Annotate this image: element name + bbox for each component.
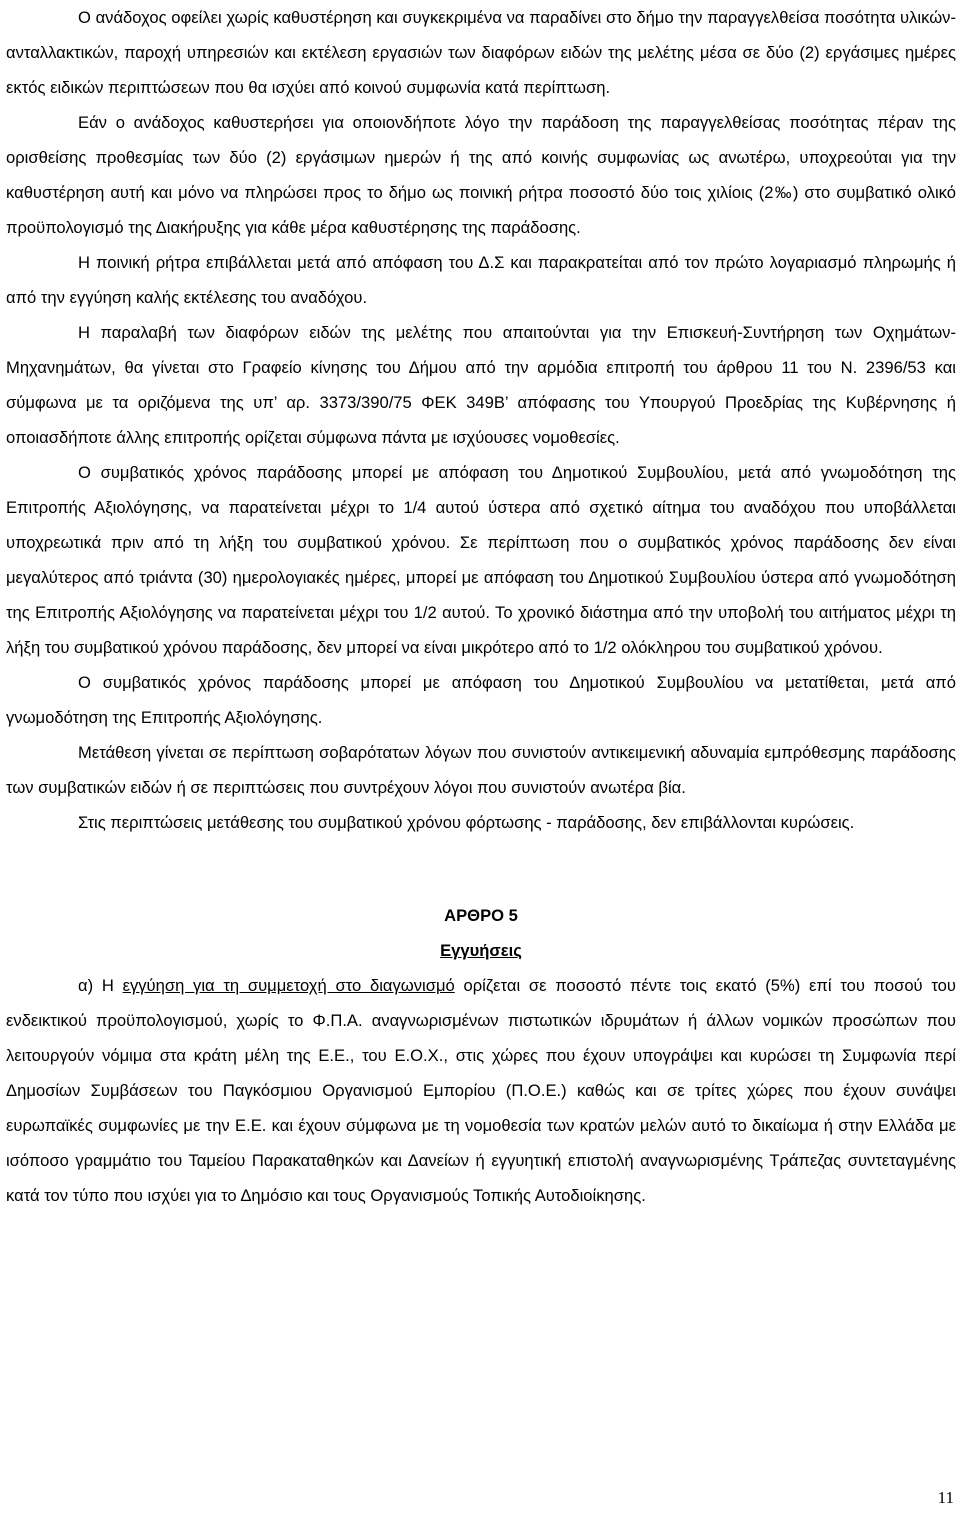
paragraph-delay-penalty: Εάν ο ανάδοχος καθυστερήσει για οποιονδήποτε λόγο την παράδοση της παραγγελθείσας ποσότητας πέραν της ορισθείσης προθεσμίας των δύο (2) εργάσιμων ημερών ή της από κοινής συμφωνίας ως ανωτέρω, υποχρεούται για την καθυστέρηση αυτή και μόνο να πληρώσει προς το δήμο ως ποινική ρήτρα ποσοστό δύο τοις χιλίοις (2‰) στο συμβατικό ολικό προϋπολογισμό της Διακήρυξης για κάθε μέρα καθυστέρησης της παράδοσης. [6, 113, 956, 237]
paragraph-participation-guarantee [6, 968, 956, 1213]
paragraph-postponement-reasons: Μετάθεση γίνεται σε περίπτωση σοβαρότατων λόγων που συνιστούν αντικειμενική αδυναμία εμπρόθεσμης παράδοσης των συμβατικών ειδών ή σε περιπτώσεις που συντρέχουν λόγοι που συνιστούν ανωτέρα βία. [6, 743, 956, 797]
guarantee-underlined-term: εγγύηση για τη συμμετοχή στο διαγωνισμό [122, 976, 455, 995]
article-heading: ΑΡΘΡΟ 5 [444, 906, 518, 925]
paragraph-delivery-obligation: Ο ανάδοχος οφείλει χωρίς καθυστέρηση και συγκεκριμένα να παραδίνει στο δήμο την παραγγελθείσα ποσότητα υλικών-ανταλλακτικών, παροχή υπηρεσιών και εκτέλεση εργασιών των διαφόρων ειδών της μελέτης μέσα σε δύο (2) εργάσιμες ημέρες εκτός ειδικών περιπτώσεων που θα ισχύει από κοινού συμφωνία κατά περίπτωση. [6, 8, 956, 97]
document-body [6, 0, 956, 1213]
paragraph-postponement: Ο συμβατικός χρόνος παράδοσης μπορεί με απόφαση του Δημοτικού Συμβουλίου να μετατίθεται, μετά από γνωμοδότηση της Επιτροπής Αξιολόγησης. [6, 673, 956, 727]
paragraph-penalty-imposition: Η ποινική ρήτρα επιβάλλεται μετά από απόφαση του Δ.Σ και παρακρατείται από τον πρώτο λογαριασμό πληρωμής ή από την εγγύηση καλής εκτέλεσης του αναδόχου. [6, 253, 956, 307]
section-spacer [6, 840, 956, 898]
paragraph-receipt: Η παραλαβή των διαφόρων ειδών της μελέτης που απαιτούνται για την Επισκευή-Συντήρηση των Οχημάτων-Μηχανημάτων, θα γίνεται στο Γραφείο κίνησης του Δήμου από την αρμόδια επιτροπή του άρθρου 11 του Ν. 2396/53 και σύμφωνα με τα οριζόμενα της υπ’ αρ. 3373/390/75 ΦΕΚ 349Β’ απόφασης του Υπουργού Προεδρίας της Κυβέρνησης ή οποιασδήποτε άλλης επιτροπής ορίζεται σύμφωνα πάντα με ισχύουσες νομοθεσίες. [6, 323, 956, 447]
article-subheading: Εγγυήσεις [440, 941, 522, 960]
guarantee-prefix: α) Η [78, 976, 123, 995]
paragraph-extension: Ο συμβατικός χρόνος παράδοσης μπορεί με απόφαση του Δημοτικού Συμβουλίου, μετά από γνωμοδότηση της Επιτροπής Αξιολόγησης, να παρατείνεται μέχρι το 1/4 αυτού ύστερα από σχετικό αίτημα του αναδόχου που υποβάλλεται υποχρεωτικά πριν από τη λήξη του συμβατικού χρόνου. Σε περίπτωση που ο συμβατικός χρόνος παράδοσης δεν είναι μεγαλύτερος από τριάντα (30) ημερολογιακές ημέρες, μπορεί με απόφαση του Δημοτικού Συμβουλίου ύστερα από γνωμοδότηση της Επιτροπής Αξιολόγησης να παρατείνεται μέχρι του 1/2 αυτού. Το χρονικό διάστημα από την υποβολή του αιτήματος μέχρι τη λήξη του συμβατικού χρόνου παράδοσης, δεν μπορεί να είναι μικρότερο από το 1/2 ολόκληρου του συμβατικού χρόνου. [6, 463, 956, 657]
page-number: 11 [937, 1488, 954, 1507]
paragraph-no-sanctions: Στις περιπτώσεις μετάθεσης του συμβατικού χρόνου φόρτωσης - παράδοσης, δεν επιβάλλονται κυρώσεις. [78, 813, 855, 832]
guarantee-rest: ορίζεται σε ποσοστό πέντε τοις εκατό (5%) επί του ποσού του ενδεικτικού προϋπολογισμού, χωρίς το Φ.Π.Α. αναγνωρισμένων πιστωτικών ιδρυμάτων ή άλλων νομικών προσώπων που λειτουργούν νόμιμα στα κράτη μέλη της Ε.Ε., του Ε.Ο.Χ., στις χώρες που έχουν υπογράψει και κυρώσει τη Συμφωνία περί Δημοσίων Συμβάσεων του Παγκόσμιου Οργανισμού Εμπορίου (Π.Ο.Ε.) καθώς και σε τρίτες χώρες που έχουν συνάψει ευρωπαϊκές συμφωνίες με την Ε.Ε. και έχουν σύμφωνα με τη νομοθεσία των κρατών μελών αυτό το δικαίωμα ή στην Ελλάδα με ισόποσο γραμμάτιο του Ταμείου Παρακαταθηκών και Δανείων ή εγγυητική επιστολή αναγνωρισμένης Τράπεζας συντεταγμένης κατά τον τύπο που ισχύει για το Δημόσιο και τους Οργανισμούς Τοπικής Αυτοδιοίκησης. [6, 976, 956, 1205]
